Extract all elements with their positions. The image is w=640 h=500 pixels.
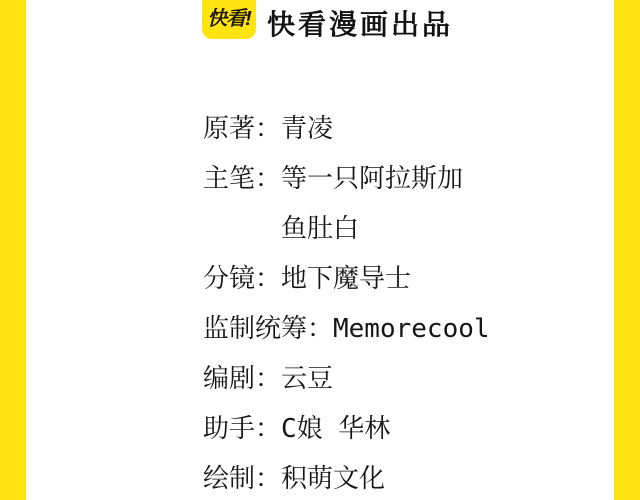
credit-line-production-supervisor: 监制统筹：Memorecool bbox=[203, 314, 490, 344]
credit-line-storyboard: 分镜：地下魔导士 bbox=[203, 264, 412, 294]
kuaikan-logo bbox=[202, 0, 256, 39]
credit-line-lead-artist-continued: 鱼肚白 bbox=[281, 214, 360, 244]
kuaikan-logo-text: 快看! bbox=[207, 8, 251, 30]
right-accent-bar bbox=[614, 0, 640, 500]
left-accent-bar bbox=[0, 0, 26, 500]
credit-line-original-author: 原著：青凌 bbox=[203, 114, 334, 144]
credit-line-art-studio: 绘制：积萌文化 bbox=[203, 464, 386, 494]
credit-line-screenwriter: 编剧：云豆 bbox=[203, 364, 334, 394]
publisher-header bbox=[0, 0, 640, 60]
credit-line-lead-artist: 主笔：等一只阿拉斯加 bbox=[203, 164, 464, 194]
credits-list bbox=[203, 104, 490, 500]
credit-line-assistants: 助手：C娘 华林 bbox=[203, 414, 391, 444]
publisher-title: 快看漫画出品 bbox=[267, 9, 454, 40]
